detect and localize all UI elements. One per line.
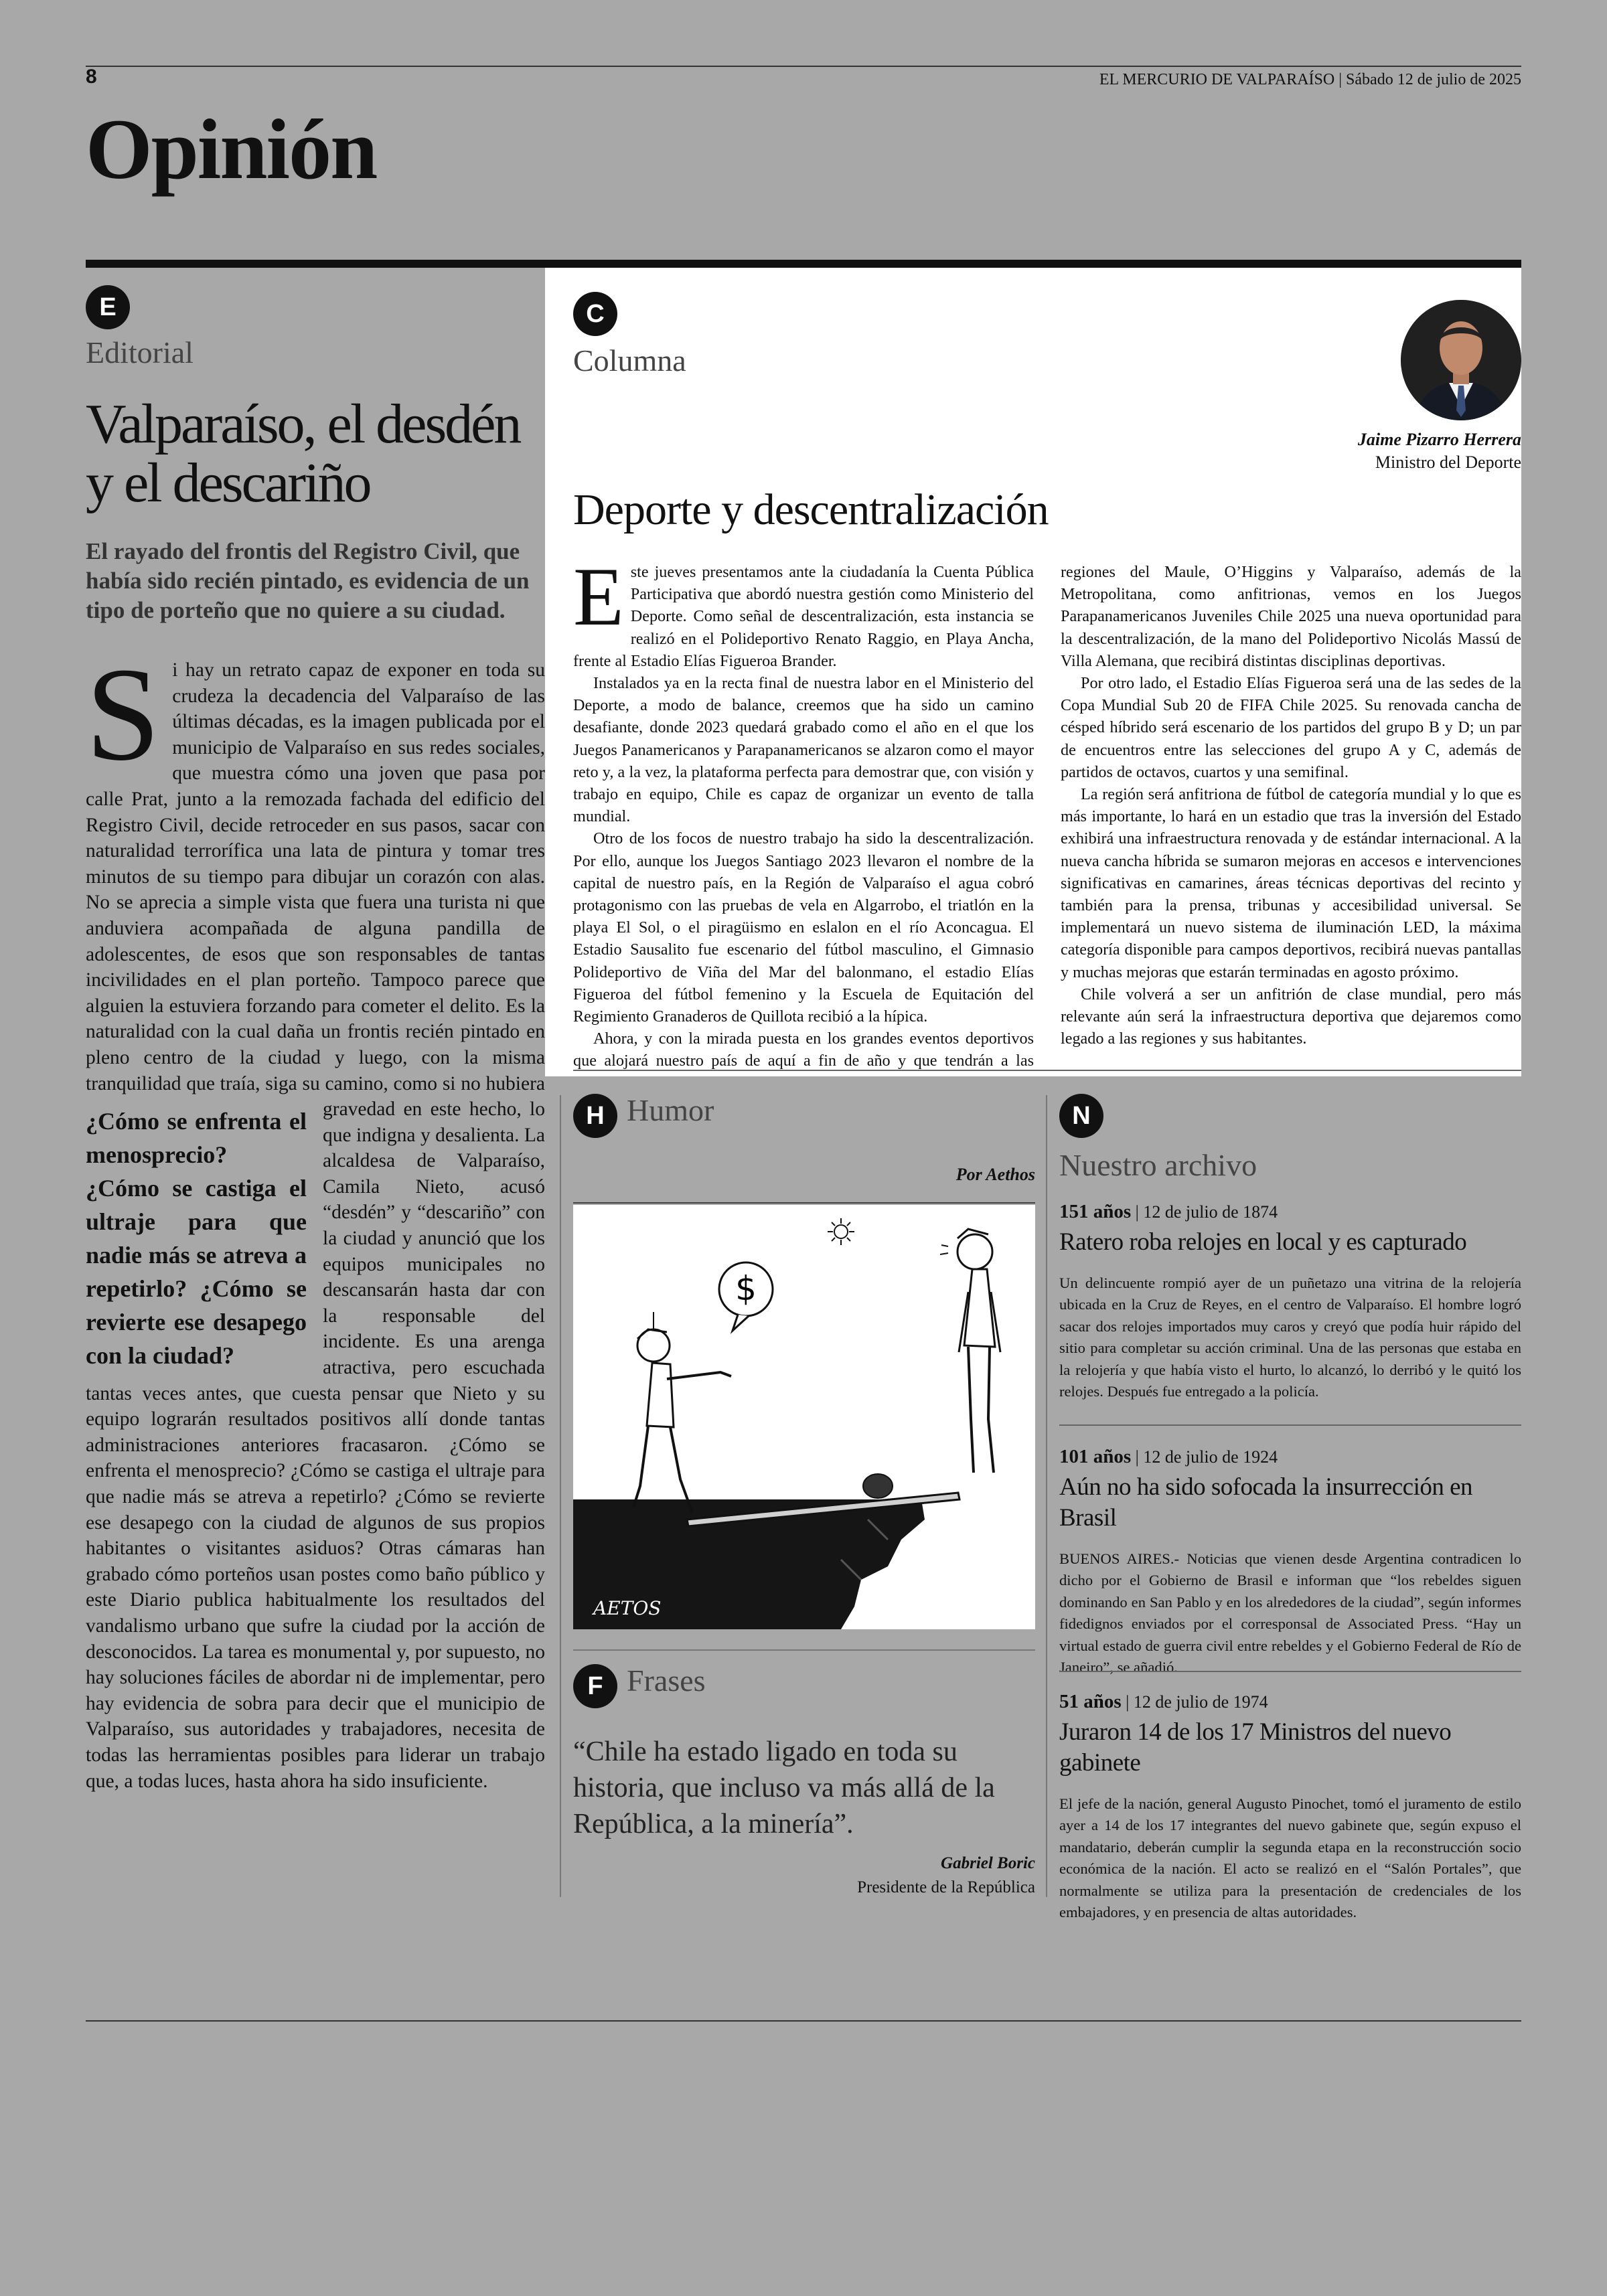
archivo-kicker: Nuestro archivo	[1059, 1148, 1257, 1182]
humor-bottom-rule	[573, 1649, 1035, 1651]
archive-item	[1059, 1446, 1521, 1678]
header-rule	[86, 66, 1521, 67]
archive-item-body: El jefe de la nación, general Augusto Pinochet, tomó el juramento de estilo ayer a 14 de los 17 integrantes del nuevo gabinete que, según expuso el mandatario, deberán cumplir la segunda etapa en la reconstrucción socio económica de la nación. El acto se realizó en el “Salón Portales”, que normalmente se utiliza para la presentación de credenciales de los embajadores, y en presencia de altas autoridades.	[1059, 1795, 1521, 1921]
editorial-pullquote: ¿Cómo se enfrenta el menosprecio? ¿Cómo se castiga el ultraje para que nadie más se atreva a repetirlo? ¿Cómo se revierte ese desapego con la ciudad?	[86, 1108, 307, 1370]
archive-divider	[1059, 1424, 1521, 1426]
humor-rule	[573, 1202, 1035, 1204]
column-paragraph: Ahora, y con la mirada puesta en los grandes eventos deportivos que alojará nuestro país de aquí a fin de año y que tendrán a las regiones del Maule, O’Higgins y Valparaíso, además de la Metropolitana, como anfitrionas, vemos en los Juegos Parapanamericanos Juveniles Chile 2025 una nueva oportunidad para la descentralización, de la mano del Polideportivo Nicolás Massú de Villa Alemana, que recibirá distintas disciplinas deportivas.	[573, 563, 1521, 1070]
frases-kicker: Frases	[627, 1663, 706, 1698]
archive-item	[1059, 1691, 1521, 1923]
editorial-badge-icon: E	[86, 285, 130, 329]
section-rule	[86, 260, 1521, 268]
editorial-kicker: Editorial	[86, 335, 194, 370]
frases-author-role: Presidente de la República	[857, 1878, 1035, 1896]
frases-author: Gabriel Boric	[941, 1854, 1035, 1872]
column-dropcap: E	[573, 551, 624, 643]
archive-item-headline: Juraron 14 de los 17 Ministros del nuevo gabinete	[1059, 1718, 1452, 1777]
archivo-badge-icon: N	[1059, 1094, 1103, 1138]
column-bottom-rule	[573, 1070, 1521, 1071]
column-paragraph: Otro de los focos de nuestro trabajo ha sido la descentralización. Por ello, aunque los Juegos Santiago 2023 llevaron el nombre de la capital de nuestro país, en la Región de Valparaíso el agua cobró protagonismo con las pruebas de vela en Algarrobo, el triatlón en la playa El Sol, o el piragüismo en eslalon en el río Aconcagua. El Estadio Sausalito fue escenario del fútbol masculino, el Gimnasio Polideportivo de Viña del Mar del balonmano, el estadio Elías Figueroa del fútbol femenino y la Escuela de Equitación del Regimiento Granaderos de Quillota recibió a la hípica.	[573, 829, 1034, 1026]
editorial-headline: Valparaíso, el desdén y el descariño	[86, 393, 520, 514]
column-divider	[560, 1095, 561, 1897]
frases-quote: “Chile ha estado ligado en toda su historia, que incluso va más allá de la República, a la minería”.	[573, 1736, 995, 1839]
page-bottom-rule	[86, 2020, 1521, 2022]
editorial-dropcap: S	[86, 641, 161, 789]
archive-item-body: BUENOS AIRES.- Noticias que vienen desde Argentina contradicen lo dicho por el Gobierno de Brasil e informan que “los rebeldes siguen dominando en San Pablo y en los alrededores de la ciudad”, según informes fidedignos enviados por el corresponsal de Associated Press. “Hay un virtual estado de guerra civil entre rebeldes y el Gobierno Federal de Río de Janeiro”, se añadió.	[1059, 1550, 1521, 1676]
cartoon-seesaw-icon	[573, 1205, 1035, 1629]
page-number: 8	[86, 66, 97, 88]
archive-item-headline: Aún no ha sido sofocada la insurrección en Brasil	[1059, 1473, 1473, 1532]
column-author-name: Jaime Pizarro Herrera	[1357, 430, 1521, 449]
cartoon-dollar-glyph: $	[735, 1269, 757, 1308]
archive-divider	[1059, 1671, 1521, 1672]
archive-item-date: 101 años | 12 de julio de 1924	[1059, 1446, 1278, 1467]
humor-kicker: Humor	[627, 1093, 714, 1127]
column-paragraph: La región será anfitriona de fútbol de categoría mundial y lo que es más importante, lo hará en un estadio que tras la inversión del Estado exhibirá una infraestructura renovada y de estándar internacional. A la nueva cancha híbrida se sumaron mejoras en accesos e intervenciones significativas en camarines, áreas técnicas deportivas del recinto y también para la prensa, tribunas y accesibilidad universal. Se implementará un nuevo sistema de iluminación LED, la máxima categoría disponible para campos deportivos, recibirá nuevas pantallas y muchas mejoras que estarán terminadas en agosto próximo.	[1061, 785, 1521, 981]
column-author-role: Ministro del Deporte	[1375, 453, 1521, 472]
column-body	[573, 551, 1521, 1072]
column-paragraph: Chile volverá a ser un anfitrión de clase mundial, pero más relevante aún será la infraestructura deportiva que dejaremos como legado a las regiones y sus habitantes.	[1061, 985, 1521, 1048]
archive-item	[1059, 1201, 1521, 1402]
column-paragraph: Instalados ya en la recta final de nuestra labor en el Ministerio del Deporte, a modo de balance, creemos que ha sido un camino desafiante, donde 2023 quedará grabado como el año en el que los Juegos Panamericanos y Parapanamericanos se alzaron como el mayor reto y, a la vez, la plataforma perfecta para demostrar que, con visión y trabajo en equipo, Chile es capaz de organizar un evento de talla mundial.	[573, 674, 1034, 826]
column-divider	[1046, 1095, 1047, 1897]
column-kicker: Columna	[573, 343, 686, 378]
editorial-deck: El rayado del frontis del Registro Civil, que había sido recién pintado, es evidencia de un tipo de porteño que no quiere a su ciudad.	[86, 538, 530, 623]
cartoon-signature: AETOS	[593, 1597, 662, 1619]
author-portrait-icon	[1401, 300, 1521, 420]
humor-badge-icon: H	[573, 1094, 617, 1138]
humor-cartoon	[573, 1205, 1035, 1629]
editorial-body	[86, 641, 545, 1794]
archive-item-headline: Ratero roba relojes en local y es capturado	[1059, 1228, 1467, 1256]
frases-badge-icon: F	[573, 1664, 617, 1708]
section-title: Opinión	[86, 102, 377, 197]
humor-byline: Por Aethos	[955, 1165, 1035, 1184]
archive-item-date: 151 años | 12 de julio de 1874	[1059, 1201, 1278, 1222]
archive-item-date: 51 años | 12 de julio de 1974	[1059, 1691, 1268, 1712]
editorial-body-part2: gravedad en este hecho, lo que indigna y desalienta. La alcaldesa de Valparaíso, Camila Nieto, acusó “desdén” y “descariño” con la ciudad y anunció que los equipos municipales no descansarán hasta dar con la responsable del incidente. Es una arenga atractiva, pero escuchada tantas veces antes, que cuesta pensar que Nieto y su equipo lograrán resultados positivos allí donde tantas administraciones anteriores fracasaron. ¿Cómo se enfrenta el menosprecio? ¿Cómo se castiga el ultraje para que nadie más se atreva a repetirlo? ¿Cómo se revierte ese desapego con la ciudad de algunos de sus propios habitantes o visitantes asiduos? Otras cámaras han grabado cómo porteños usan postes como baño público y este Diario publica habitualmente los resultados del vandalismo urbano que sufre la ciudad por la acción de desconocidos. La tarea es monumental y, por supuesto, no hay soluciones fáciles de abordar ni de implementar, pero hay evidencia de sobra para decir que el municipio de Valparaíso, sus autoridades y trabajadores, necesita de todas las herramientas posibles para liderar un trabajo que, a todas luces, hasta ahora ha sido insuficiente.	[86, 1098, 545, 1792]
archive-item-body: Un delincuente rompió ayer de un puñetazo una vitrina de la relojería ubicada en la Cruz de Reyes, en el centro de Valparaíso. El hombre logró sacar dos relojes importados muy caros y creyó que podía huir rápido del sitio para completar su acción criminal. Una de las personas que estaba en la relojería y que había visto el hurto, lo alcanzó, lo derribó y le quitó los relojes. Después fue entregado a la policía.	[1059, 1275, 1521, 1400]
column-paragraph: Este jueves presentamos ante la ciudadanía la Cuenta Pública Participativa que abordó nuestra gestión como Ministerio del Deporte. Como señal de descentralización, esta instancia se realizó en el Polideportivo Renato Raggio, en Playa Ancha, frente al Estadio Elías Figueroa Brander.	[573, 551, 1034, 670]
author-photo	[1401, 300, 1521, 420]
dateline: EL MERCURIO DE VALPARAÍSO | Sábado 12 de julio de 2025	[1099, 71, 1521, 88]
column-badge-icon: C	[573, 292, 617, 336]
column-headline: Deporte y descentralización	[573, 485, 1049, 534]
editorial-body-part1: i hay un retrato capaz de exponer en toda su crudeza la decadencia del Valparaíso de las últimas décadas, es la imagen publicada por el municipio de Valparaíso en sus redes sociales, que muestra cómo una joven que pasa por calle Prat, junto a la remozada fachada del edificio del Registro Civil, decide retroceder en sus pasos, sacar con naturalidad terrorífica una lata de pintura y tomar tres minutos de su tiempo para dibujar un corazón con alas. No se aprecia a simple vista que fuera una turista ni que anduviera acompañada de alguna pandilla de adolescentes, de esos que son responsables de tantas incivilidades en el plan porteño. Tampoco parece que alguien la estuviera forzando para cometer el delito. Es la naturalidad con la cual daña un frontis recién pintado en pleno centro de la ciudad y luego, con la misma tranquilidad que traía, siga su camino, como si no hubiera	[86, 659, 545, 1094]
column-paragraph: Por otro lado, el Estadio Elías Figueroa será una de las sedes de la Copa Mundial Sub 20 de FIFA Chile 2025. Su renovada cancha de césped híbrido será escenario de los partidos del grupo B y D; un par de encuentros entre las selecciones del grupo A y C, además de partidos de octavos, cuartos y una semifinal.	[1061, 674, 1521, 781]
